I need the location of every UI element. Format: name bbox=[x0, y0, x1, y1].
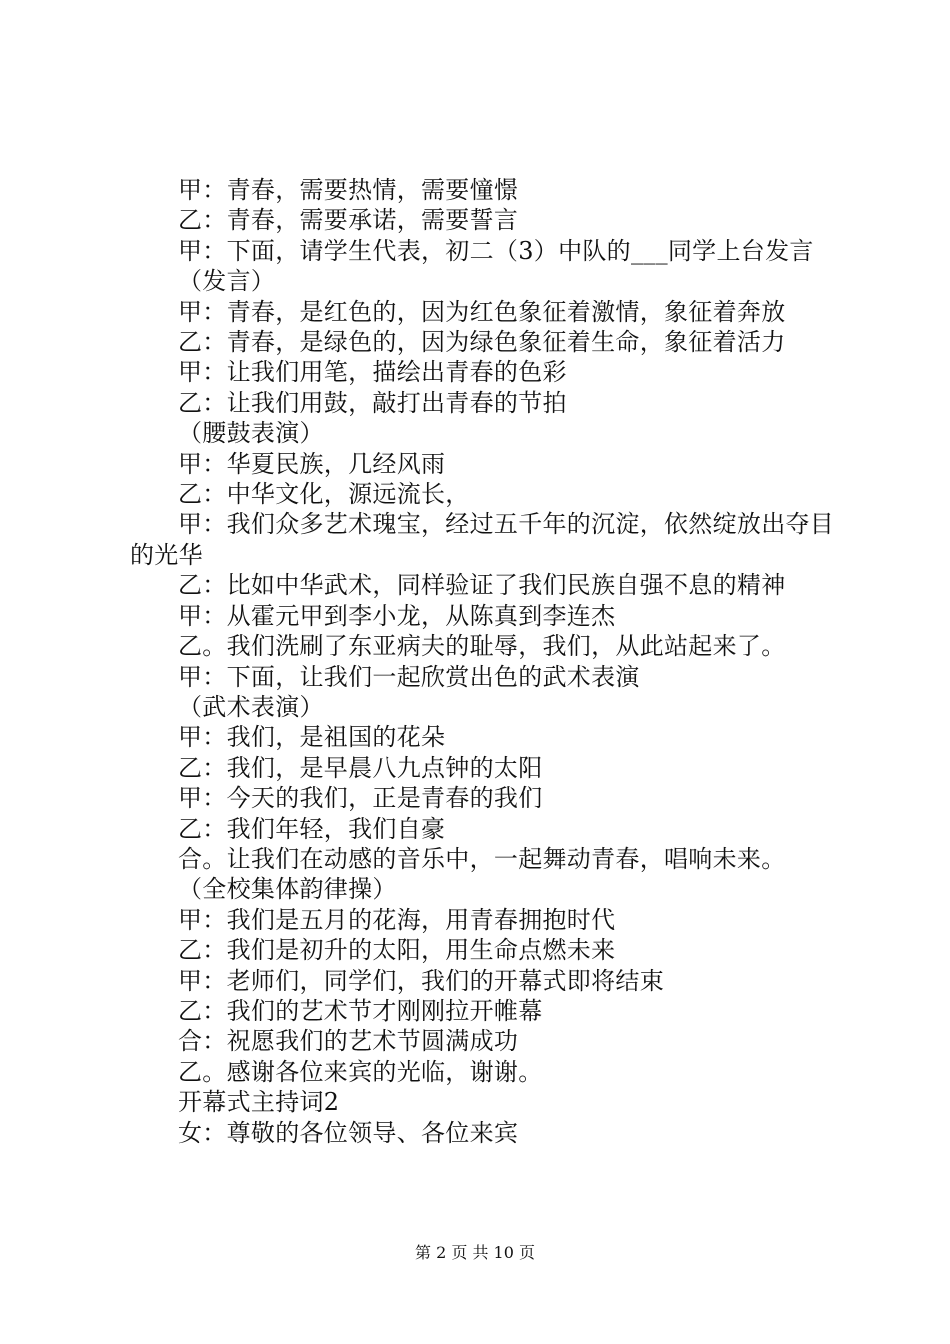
paragraph: （武术表演） bbox=[178, 692, 324, 721]
paragraph: 女：尊敬的各位领导、各位来宾 bbox=[178, 1118, 519, 1147]
paragraph: 乙：我们，是早晨八九点钟的太阳 bbox=[178, 753, 543, 782]
paragraph: 甲：从霍元甲到李小龙，从陈真到李连杰 bbox=[178, 601, 616, 630]
paragraph: 乙。感谢各位来宾的光临，谢谢。 bbox=[178, 1057, 543, 1086]
paragraph: 甲：我们众多艺术瑰宝，经过五千年的沉淀，依然绽放出夺目的光华 bbox=[130, 510, 835, 569]
paragraph: 甲：华夏民族，几经风雨 bbox=[178, 449, 446, 478]
paragraph: 甲：我们，是祖国的花朵 bbox=[178, 723, 446, 752]
paragraph: 乙：中华文化，源远流长， bbox=[178, 480, 470, 509]
page-number-footer: 第 2 页 共 10 页 bbox=[415, 1243, 535, 1262]
paragraph: 乙：我们是初升的太阳，用生命点燃未来 bbox=[178, 936, 616, 965]
paragraph: 甲：老师们，同学们，我们的开幕式即将结束 bbox=[178, 966, 664, 995]
paragraph: （腰鼓表演） bbox=[178, 419, 324, 448]
paragraph: 甲：下面，请学生代表，初二（3）中队的___同学上台发言 bbox=[178, 236, 814, 265]
document-body bbox=[130, 175, 835, 1148]
paragraph: 甲：下面，让我们一起欣赏出色的武术表演 bbox=[178, 662, 640, 691]
paragraph: 甲：青春，需要热情，需要憧憬 bbox=[178, 176, 519, 204]
paragraph: （发言） bbox=[178, 267, 276, 296]
paragraph: 乙：比如中华武术，同样验证了我们民族自强不息的精神 bbox=[178, 571, 786, 600]
paragraph: 合。让我们在动感的音乐中，一起舞动青春，唱响未来。 bbox=[178, 844, 786, 873]
paragraph: 乙：我们年轻，我们自豪 bbox=[178, 814, 446, 843]
paragraph: 甲：我们是五月的花海，用青春拥抱时代 bbox=[178, 905, 616, 934]
paragraph: 甲：让我们用笔，描绘出青春的色彩 bbox=[178, 358, 567, 387]
paragraph: 乙：让我们用鼓，敲打出青春的节拍 bbox=[178, 388, 567, 417]
paragraph: 甲：青春，是红色的，因为红色象征着激情，象征着奔放 bbox=[178, 297, 786, 326]
paragraph: 合：祝愿我们的艺术节圆满成功 bbox=[178, 1027, 519, 1056]
paragraph: 甲：今天的我们，正是青春的我们 bbox=[178, 784, 543, 813]
paragraph: 乙：我们的艺术节才刚刚拉开帷幕 bbox=[178, 996, 543, 1025]
paragraph: 乙。我们洗刷了东亚病夫的耻辱，我们，从此站起来了。 bbox=[178, 632, 786, 661]
paragraph: 乙：青春，需要承诺，需要誓言 bbox=[178, 206, 519, 235]
paragraph: （全校集体韵律操） bbox=[178, 875, 397, 904]
section-heading: 开幕式主持词2 bbox=[178, 1088, 340, 1117]
paragraph: 乙：青春，是绿色的，因为绿色象征着生命，象征着活力 bbox=[178, 328, 786, 357]
